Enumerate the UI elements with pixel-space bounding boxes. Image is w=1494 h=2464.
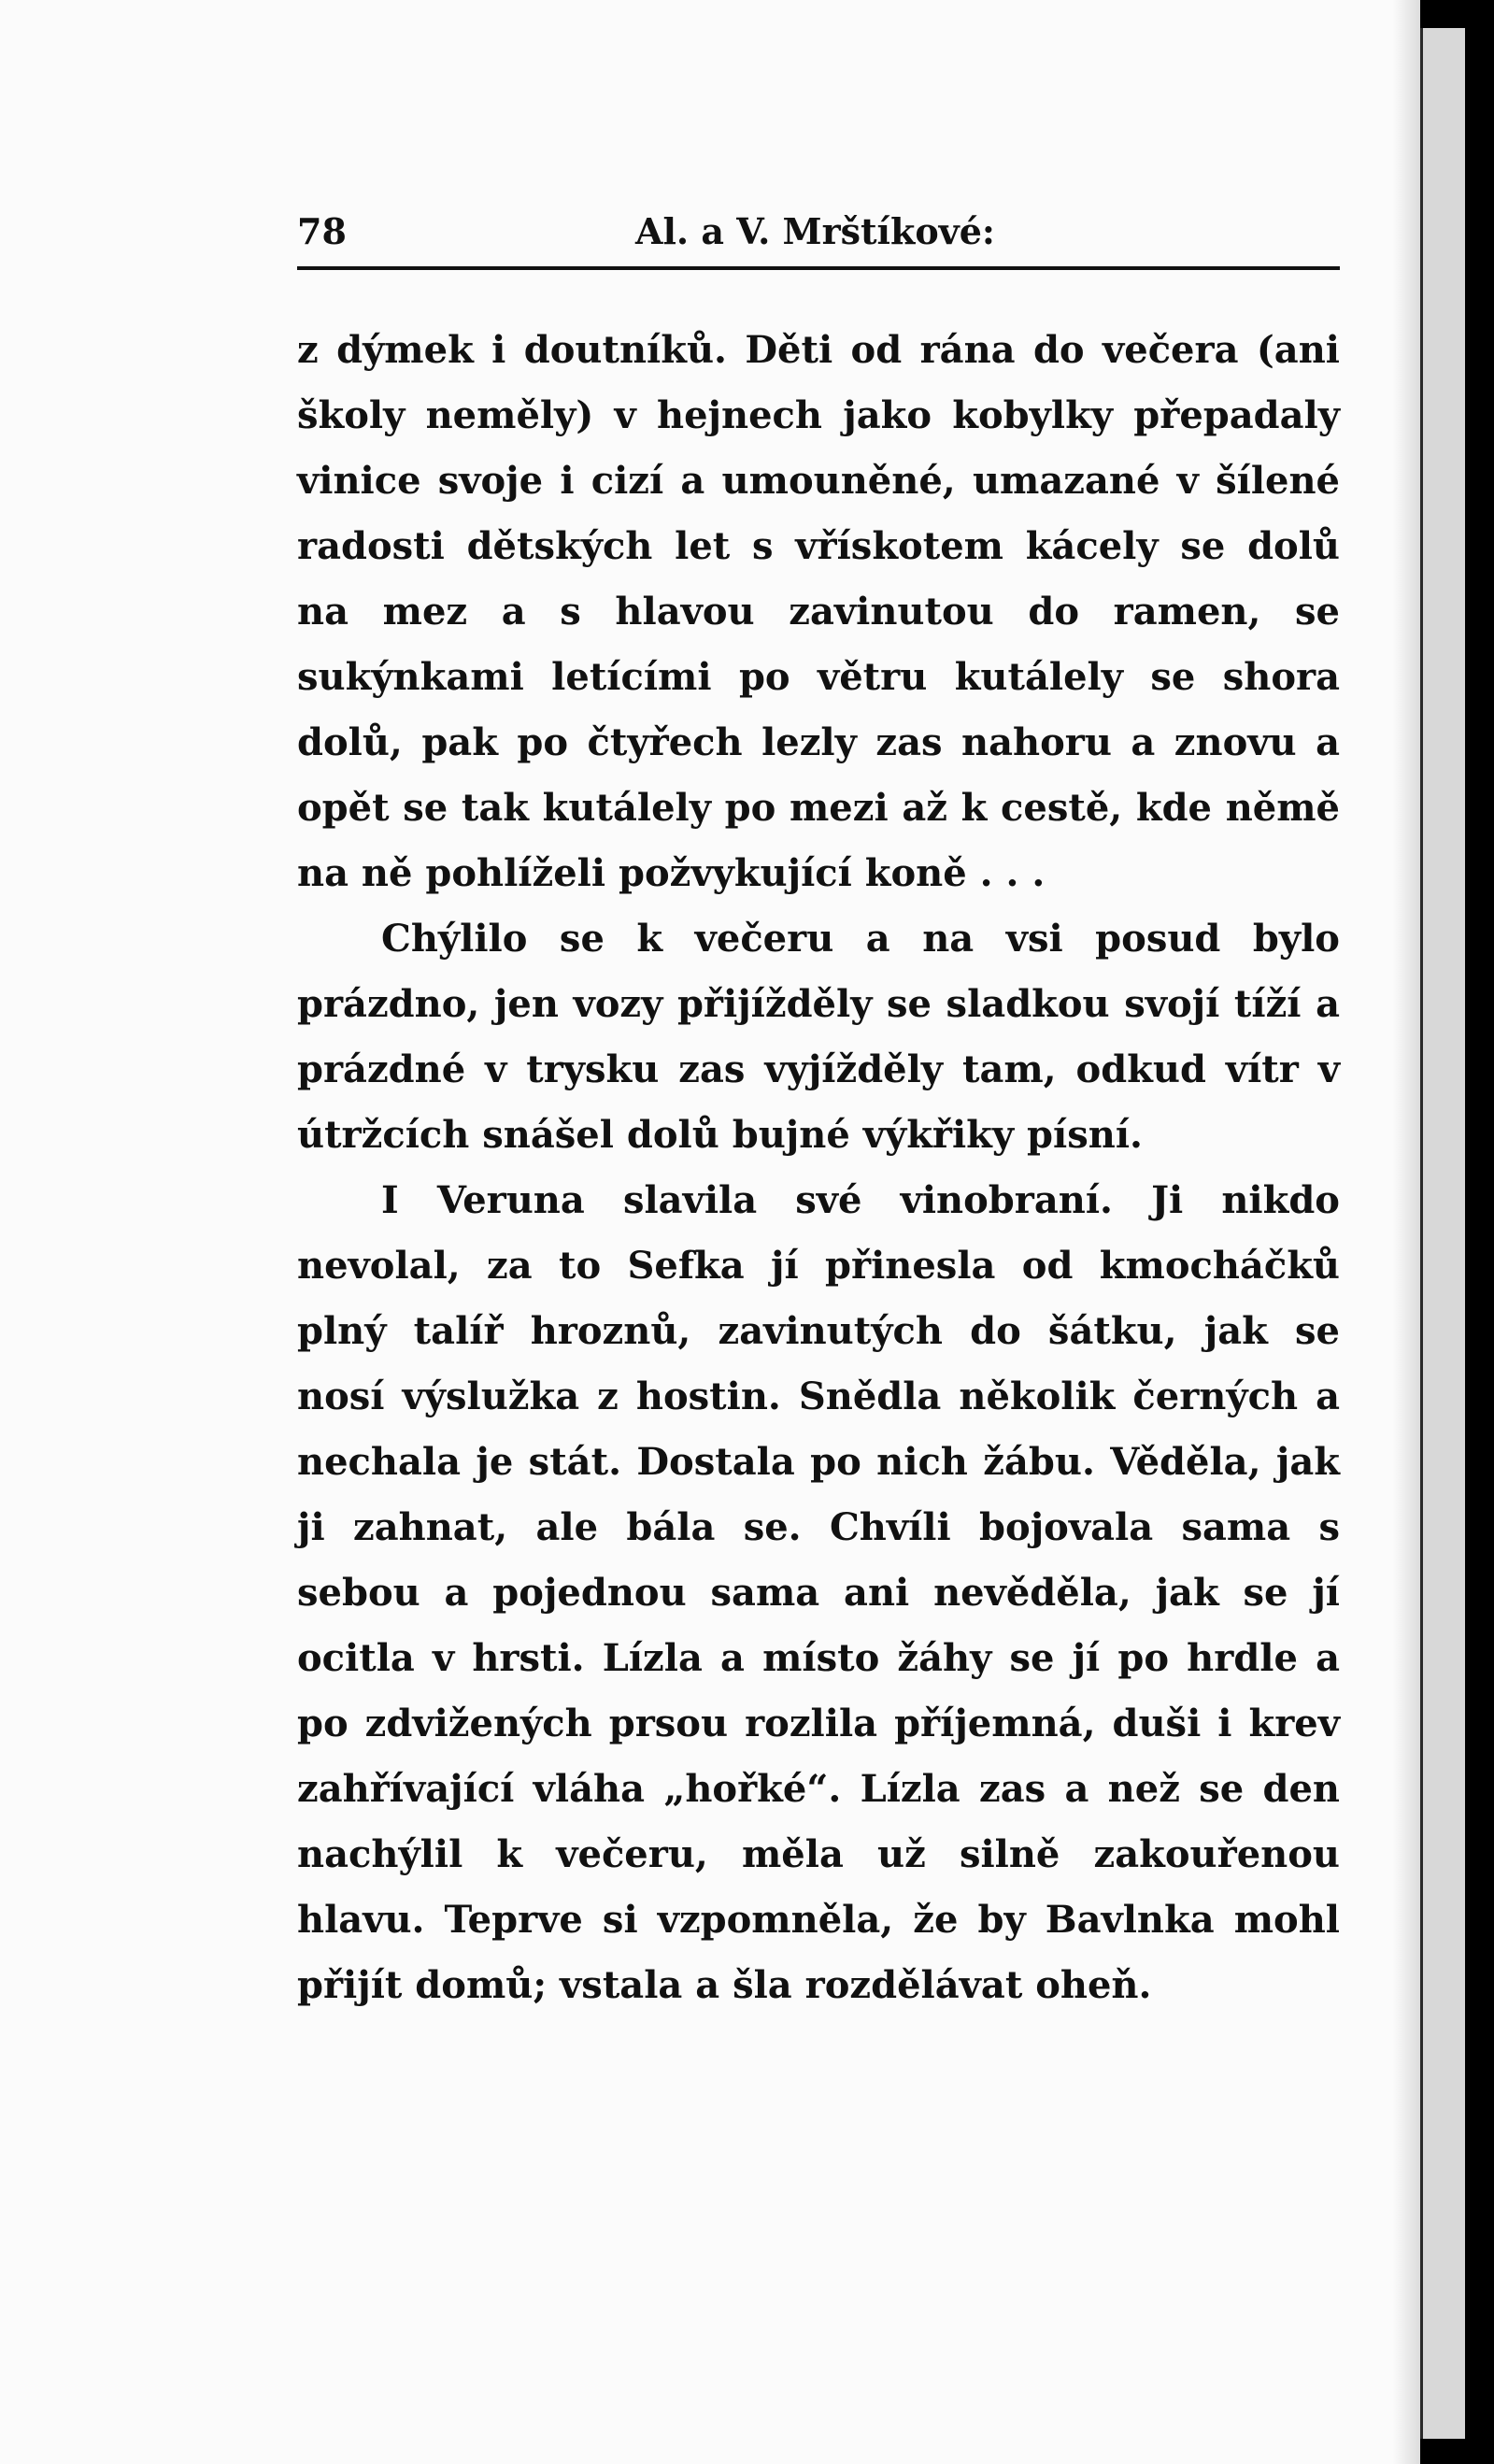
paragraph-3: I Veruna slavila své vinobraní. Ji nikdo nevolal, za to Sefka jí přinesla od kmocháčků plný talíř hroznů, zavinutých do šátku, jak se nosí výslužka z hostin. Snědla několik černých a nechala je stát. Dostala po nich žábu. Věděla, jak ji zahnat, ale bála se. Chvíli bojovala sama s sebou a pojednou sama ani nevěděla, jak se jí ocitla v hrsti. Lízla a místo žáhy se jí po hrdle a po zdvižených prsou rozlila příjemná, duši i krev zahřívající vláha „hořké“. Lízla zas a než se den nachýlil k večeru, měla už silně zakouřenou hlavu. Teprve si vzpomněla, že by Bavlnka mohl přijít domů; vstala a šla rozdělávat oheň. [297, 1178, 1340, 2007]
running-title: Al. a V. Mrštíkové: [635, 210, 995, 252]
body-text [297, 318, 1340, 2018]
paragraph-1: z dýmek i doutníků. Děti od rána do večera (ani školy neměly) v hejnech jako kobylky přepadaly vinice svoje i cizí a umouněné, umazané v šílené radosti dětských let s vřískotem kácely se dolů na mez a s hlavou zavinutou do ramen, se sukýnkami letícími po větru kutálely se shora dolů, pak po čtyřech lezly zas nahoru a znovu a opět se tak kutálely po mezi až k cestě, kde němě na ně pohlíželi požvykující koně . . . [297, 328, 1340, 895]
book-edge [1420, 28, 1465, 2439]
paragraph-2: Chýlilo se k večeru a na vsi posud bylo prázdno, jen vozy přijížděly se sladkou svojí tíží a prázdné v trysku zas vyjížděly tam, odkud vítr v útržcích snášel dolů bujné výkřiky písní. [297, 917, 1340, 1157]
page-edge-shadow [1392, 0, 1420, 2464]
page-number: 78 [297, 210, 347, 252]
header-rule [297, 266, 1340, 270]
running-head [297, 201, 1340, 266]
